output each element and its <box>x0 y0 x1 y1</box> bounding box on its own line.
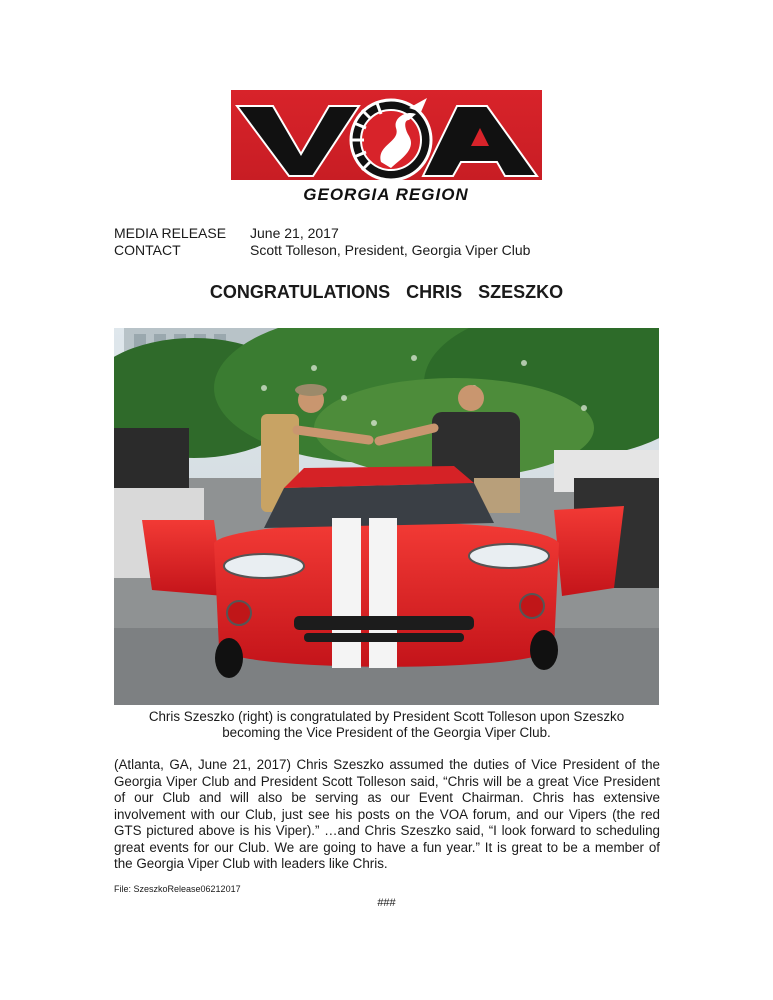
caption-line: Chris Szeszko (right) is congratulated by President Scott Tolleson upon Szeszko <box>148 709 625 724</box>
headline: CONGRATULATIONS CHRIS SZESZKO <box>209 282 564 302</box>
release-meta <box>114 225 530 259</box>
file-label: File: SzeszkoRelease06212017 <box>114 884 241 894</box>
meta-key: MEDIA RELEASE <box>114 225 227 241</box>
meta-value: June 21, 2017 <box>250 225 339 241</box>
logo-region-text: GEORGIA REGION <box>303 185 469 204</box>
release-body: (Atlanta, GA, June 21, 2017) Chris Szeszko assumed the duties of Vice President of the Georgia Viper Club and President Scott Tolleson said, “Chris will be a great Vice President of our Club and will also be serving as our Event Chairman. Chris has extensive involvement with our Club, just see his posts on the VOA forum, and our Vipers (the red GTS pictured above is his Viper).” …and Chris Szeszko said, “I look forward to scheduling great events for our Club. We are going to have a fun year.” It is great to be a member of the Georgia Viper Club with leaders like Chris. <box>114 757 660 871</box>
club-photo <box>114 328 659 705</box>
end-mark: ### <box>377 897 396 909</box>
logo-letters-graphic <box>231 90 542 180</box>
meta-key: CONTACT <box>114 242 181 258</box>
meta-row-contact <box>114 242 530 259</box>
meta-row-media-release <box>114 225 530 242</box>
logo-region-banner <box>231 183 542 205</box>
caption-line: becoming the Vice President of the Georgia Viper Club. <box>222 725 551 740</box>
meta-value: Scott Tolleson, President, Georgia Viper Club <box>250 242 531 258</box>
voa-georgia-region-logo <box>231 90 542 208</box>
photo-caption <box>114 709 659 741</box>
